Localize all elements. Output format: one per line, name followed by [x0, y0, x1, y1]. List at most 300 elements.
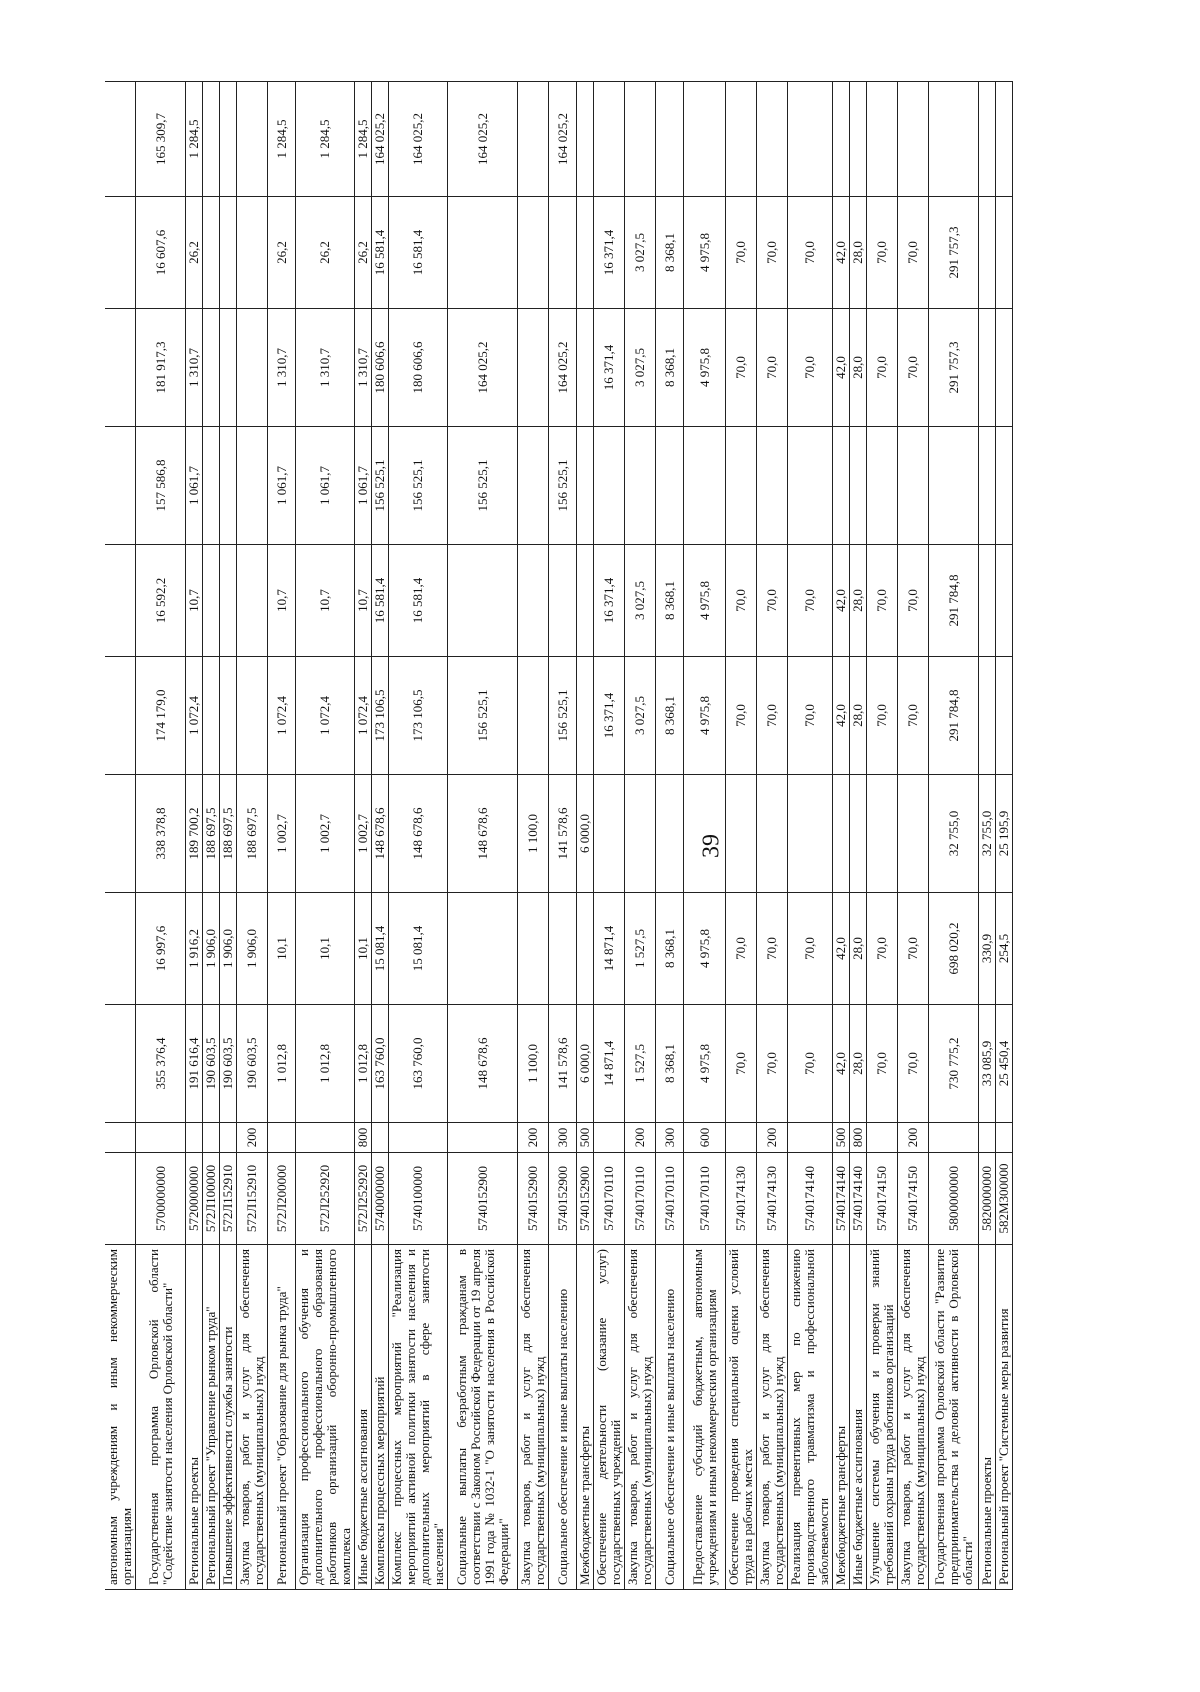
cell-code: 5700000000 — [136, 1153, 186, 1245]
cell-v1: 1 012,8 — [268, 1005, 296, 1123]
cell-v2: 8 368,1 — [656, 893, 684, 1005]
cell-v7: 1 310,7 — [355, 309, 372, 427]
cell-v6 — [979, 427, 996, 545]
cell-v5 — [220, 545, 237, 657]
cell-v9 — [788, 82, 833, 197]
cell-v9: 164 025,2 — [389, 82, 448, 197]
cell-v7: 70,0 — [867, 309, 898, 427]
cell-vr — [372, 1123, 389, 1153]
cell-v1: 6 000,0 — [577, 1005, 594, 1123]
cell-vr — [979, 1123, 996, 1153]
cell-v2: 1 906,0 — [220, 893, 237, 1005]
table-row — [389, 82, 448, 1590]
cell-v3: 32 755,0 — [979, 775, 996, 893]
cell-v4: 174 179,0 — [136, 657, 186, 775]
cell-v6: 1 061,7 — [296, 427, 355, 545]
table-row — [518, 82, 549, 1590]
cell-name: Повышение эффективности службы занятости — [220, 1245, 237, 1590]
cell-v7: 4 975,8 — [684, 309, 726, 427]
cell-v1: 1 527,5 — [625, 1005, 656, 1123]
cell-v3: 148 678,6 — [389, 775, 448, 893]
cell-v7: 181 917,3 — [136, 309, 186, 427]
cell-v3 — [833, 775, 850, 893]
cell-code: 5720000000 — [186, 1153, 203, 1245]
cell-v8: 16 581,4 — [372, 197, 389, 309]
cell-vr — [186, 1123, 203, 1153]
cell-v8 — [996, 197, 1013, 309]
cell-vr — [136, 1123, 186, 1153]
cell-v1: 70,0 — [726, 1005, 757, 1123]
cell-v5 — [996, 545, 1013, 657]
cell-vr — [929, 1123, 979, 1153]
cell-v8: 26,2 — [355, 197, 372, 309]
cell-v6 — [594, 427, 625, 545]
cell-v3 — [105, 775, 136, 893]
cell-v5 — [105, 545, 136, 657]
cell-v9 — [867, 82, 898, 197]
cell-code: 5820000000 — [979, 1153, 996, 1245]
table-row — [850, 82, 867, 1590]
cell-name: Улучшение системы обучения и проверки знаний требований охраны труда работников организаций — [867, 1245, 898, 1590]
cell-v6 — [898, 427, 929, 545]
cell-v7: 70,0 — [757, 309, 788, 427]
cell-v5: 10,7 — [268, 545, 296, 657]
cell-v9 — [577, 82, 594, 197]
cell-v8: 3 027,5 — [625, 197, 656, 309]
cell-v5: 3 027,5 — [625, 545, 656, 657]
table-row — [203, 82, 220, 1590]
cell-v3 — [594, 775, 625, 893]
cell-v7 — [979, 309, 996, 427]
cell-code: 5800000000 — [929, 1153, 979, 1245]
cell-v8: 28,0 — [850, 197, 867, 309]
cell-v9 — [594, 82, 625, 197]
table-row — [220, 82, 237, 1590]
cell-v4: 173 106,5 — [372, 657, 389, 775]
cell-v8: 291 757,3 — [929, 197, 979, 309]
cell-v7: 70,0 — [726, 309, 757, 427]
cell-v9 — [203, 82, 220, 197]
cell-code: 5740170110 — [684, 1153, 726, 1245]
cell-v4: 28,0 — [850, 657, 867, 775]
cell-v5: 28,0 — [850, 545, 867, 657]
cell-v7: 70,0 — [788, 309, 833, 427]
table-row — [929, 82, 979, 1590]
cell-v2: 698 020,2 — [929, 893, 979, 1005]
cell-v5 — [549, 545, 577, 657]
cell-name: Закупка товаров, работ и услуг для обеспечения государственных (муниципальных) нужд — [757, 1245, 788, 1590]
cell-v3: 188 697,5 — [237, 775, 268, 893]
cell-v3 — [867, 775, 898, 893]
cell-name: Социальное обеспечение и иные выплаты населению — [549, 1245, 577, 1590]
cell-v2: 4 975,8 — [684, 893, 726, 1005]
cell-v9: 164 025,2 — [448, 82, 518, 197]
cell-code: 5740152900 — [448, 1153, 518, 1245]
cell-v8: 16 581,4 — [389, 197, 448, 309]
cell-code: 5740174130 — [757, 1153, 788, 1245]
cell-v8: 70,0 — [726, 197, 757, 309]
cell-v3: 188 697,5 — [220, 775, 237, 893]
cell-v1: 1 012,8 — [296, 1005, 355, 1123]
cell-v6: 1 061,7 — [186, 427, 203, 545]
cell-v7: 28,0 — [850, 309, 867, 427]
cell-v7: 8 368,1 — [656, 309, 684, 427]
cell-code: 5740152900 — [577, 1153, 594, 1245]
cell-v4: 70,0 — [898, 657, 929, 775]
budget-table — [105, 81, 1013, 1590]
cell-v2: 42,0 — [833, 893, 850, 1005]
table-row — [867, 82, 898, 1590]
cell-code — [105, 1153, 136, 1245]
cell-vr — [203, 1123, 220, 1153]
cell-v8 — [518, 197, 549, 309]
cell-v4: 291 784,8 — [929, 657, 979, 775]
cell-v5: 16 371,4 — [594, 545, 625, 657]
cell-v8: 70,0 — [898, 197, 929, 309]
cell-v7: 164 025,2 — [549, 309, 577, 427]
cell-v8: 16 371,4 — [594, 197, 625, 309]
cell-code: 5740174150 — [867, 1153, 898, 1245]
cell-v7: 1 310,7 — [296, 309, 355, 427]
cell-vr: 800 — [355, 1123, 372, 1153]
cell-code: 5740174140 — [850, 1153, 867, 1245]
cell-v8: 26,2 — [186, 197, 203, 309]
cell-v4: 1 072,4 — [355, 657, 372, 775]
cell-v6: 157 586,8 — [136, 427, 186, 545]
cell-vr — [105, 1123, 136, 1153]
cell-v4 — [577, 657, 594, 775]
table-row — [656, 82, 684, 1590]
cell-v5: 16 592,2 — [136, 545, 186, 657]
cell-v4: 70,0 — [757, 657, 788, 775]
cell-vr — [220, 1123, 237, 1153]
cell-v1: 190 603,5 — [203, 1005, 220, 1123]
cell-vr: 200 — [898, 1123, 929, 1153]
cell-v7 — [996, 309, 1013, 427]
cell-v2 — [105, 893, 136, 1005]
cell-v9 — [850, 82, 867, 197]
cell-vr — [296, 1123, 355, 1153]
cell-vr: 500 — [577, 1123, 594, 1153]
cell-vr — [867, 1123, 898, 1153]
cell-v4 — [979, 657, 996, 775]
cell-v9: 164 025,2 — [549, 82, 577, 197]
cell-v7 — [577, 309, 594, 427]
cell-v7: 291 757,3 — [929, 309, 979, 427]
cell-name: Иные бюджетные ассигнования — [355, 1245, 372, 1590]
cell-v7 — [220, 309, 237, 427]
cell-v9 — [684, 82, 726, 197]
cell-v5: 42,0 — [833, 545, 850, 657]
cell-vr: 300 — [549, 1123, 577, 1153]
cell-vr: 500 — [833, 1123, 850, 1153]
cell-v6: 156 525,1 — [372, 427, 389, 545]
cell-v6 — [788, 427, 833, 545]
cell-v3 — [625, 775, 656, 893]
cell-v5: 70,0 — [788, 545, 833, 657]
table-row — [726, 82, 757, 1590]
cell-v9 — [726, 82, 757, 197]
table-row — [788, 82, 833, 1590]
cell-code: 5740170110 — [594, 1153, 625, 1245]
page-number: 39 — [698, 834, 725, 858]
cell-v6: 156 525,1 — [549, 427, 577, 545]
cell-v1: 33 085,9 — [979, 1005, 996, 1123]
cell-v6: 156 525,1 — [389, 427, 448, 545]
cell-v2 — [518, 893, 549, 1005]
cell-v3: 188 697,5 — [203, 775, 220, 893]
cell-v6 — [929, 427, 979, 545]
cell-v5: 10,7 — [186, 545, 203, 657]
cell-v1: 190 603,5 — [237, 1005, 268, 1123]
cell-name: Обеспечение деятельности (оказание услуг) государственных учреждений — [594, 1245, 625, 1590]
cell-v2 — [577, 893, 594, 1005]
cell-v1 — [105, 1005, 136, 1123]
cell-v1: 1 100,0 — [518, 1005, 549, 1123]
cell-v4: 156 525,1 — [549, 657, 577, 775]
cell-v4: 173 106,5 — [389, 657, 448, 775]
table-row — [268, 82, 296, 1590]
cell-v7 — [105, 309, 136, 427]
cell-v3 — [684, 775, 726, 893]
table-row — [355, 82, 372, 1590]
cell-v4: 4 975,8 — [684, 657, 726, 775]
cell-v2 — [448, 893, 518, 1005]
cell-v5 — [518, 545, 549, 657]
cell-name: Региональный проект "Образование для рынка труда" — [268, 1245, 296, 1590]
cell-v1: 4 975,8 — [684, 1005, 726, 1123]
table-row — [577, 82, 594, 1590]
cell-v4: 70,0 — [867, 657, 898, 775]
cell-v4: 8 368,1 — [656, 657, 684, 775]
cell-v4: 70,0 — [788, 657, 833, 775]
cell-v1: 163 760,0 — [372, 1005, 389, 1123]
cell-v5: 70,0 — [867, 545, 898, 657]
cell-v3 — [898, 775, 929, 893]
table-body — [105, 82, 1013, 1590]
cell-v4: 156 525,1 — [448, 657, 518, 775]
cell-v3 — [656, 775, 684, 893]
cell-vr — [389, 1123, 448, 1153]
cell-v1: 42,0 — [833, 1005, 850, 1123]
cell-v4: 1 072,4 — [296, 657, 355, 775]
cell-v5: 16 581,4 — [372, 545, 389, 657]
cell-v2: 70,0 — [867, 893, 898, 1005]
cell-name: Закупка товаров, работ и услуг для обеспечения государственных (муниципальных) нужд — [625, 1245, 656, 1590]
cell-v6 — [850, 427, 867, 545]
cell-v3: 148 678,6 — [448, 775, 518, 893]
cell-v6: 1 061,7 — [268, 427, 296, 545]
cell-v3 — [726, 775, 757, 893]
cell-v8: 70,0 — [788, 197, 833, 309]
cell-v1: 70,0 — [757, 1005, 788, 1123]
cell-name: Региональный проект "Управление рынком труда" — [203, 1245, 220, 1590]
cell-v5 — [577, 545, 594, 657]
cell-v4: 70,0 — [726, 657, 757, 775]
cell-v8 — [237, 197, 268, 309]
cell-code: 5740100000 — [389, 1153, 448, 1245]
table-row — [757, 82, 788, 1590]
cell-v2: 1 906,0 — [237, 893, 268, 1005]
cell-v2: 70,0 — [726, 893, 757, 1005]
cell-v1: 190 603,5 — [220, 1005, 237, 1123]
cell-v6 — [577, 427, 594, 545]
cell-v3 — [788, 775, 833, 893]
cell-v6: 1 061,7 — [355, 427, 372, 545]
cell-code: 572Л252920 — [355, 1153, 372, 1245]
cell-v9 — [625, 82, 656, 197]
cell-v3: 141 578,6 — [549, 775, 577, 893]
cell-v8 — [105, 197, 136, 309]
cell-v9 — [996, 82, 1013, 197]
cell-v2: 10,1 — [268, 893, 296, 1005]
cell-name: Государственная программа Орловской области "Развитие предпринимательства и деловой активности в Орловской области" — [929, 1245, 979, 1590]
cell-v9: 165 309,7 — [136, 82, 186, 197]
cell-vr — [996, 1123, 1013, 1153]
cell-v1: 355 376,4 — [136, 1005, 186, 1123]
cell-code: 5740174140 — [788, 1153, 833, 1245]
cell-vr: 200 — [625, 1123, 656, 1153]
cell-v7 — [203, 309, 220, 427]
cell-code: 582М300000 — [996, 1153, 1013, 1245]
cell-v9: 164 025,2 — [372, 82, 389, 197]
cell-name: Обеспечение проведения специальной оценки условий труда на рабочих местах — [726, 1245, 757, 1590]
cell-vr: 300 — [656, 1123, 684, 1153]
cell-v2: 28,0 — [850, 893, 867, 1005]
cell-v6 — [996, 427, 1013, 545]
table-row — [237, 82, 268, 1590]
cell-code: 572Л100000 — [203, 1153, 220, 1245]
cell-v2: 15 081,4 — [389, 893, 448, 1005]
cell-v3 — [757, 775, 788, 893]
cell-code: 5740174140 — [833, 1153, 850, 1245]
cell-v6 — [625, 427, 656, 545]
cell-v8: 16 607,6 — [136, 197, 186, 309]
cell-v2: 14 871,4 — [594, 893, 625, 1005]
cell-v1: 28,0 — [850, 1005, 867, 1123]
cell-name: Межбюджетные трансферты — [833, 1245, 850, 1590]
table-row — [549, 82, 577, 1590]
cell-name: Закупка товаров, работ и услуг для обеспечения государственных (муниципальных) нужд — [518, 1245, 549, 1590]
cell-v8: 42,0 — [833, 197, 850, 309]
cell-v4 — [105, 657, 136, 775]
cell-v1: 141 578,6 — [549, 1005, 577, 1123]
cell-code: 5740000000 — [372, 1153, 389, 1245]
cell-name: Социальные выплаты безработным гражданам в соответствии с Законом Российской Федерации от 19 апреля 1991 года № 1032-1 "О занятости населения в Российской Федерации" — [448, 1245, 518, 1590]
cell-name: Предоставление субсидий бюджетным, автономным учреждениям и иным некоммерческим организациям — [684, 1245, 726, 1590]
cell-v5: 70,0 — [726, 545, 757, 657]
cell-code: 572Л252920 — [296, 1153, 355, 1245]
cell-v5: 70,0 — [757, 545, 788, 657]
cell-code: 5740174150 — [898, 1153, 929, 1245]
cell-v6: 156 525,1 — [448, 427, 518, 545]
cell-v9 — [518, 82, 549, 197]
cell-code: 5740174130 — [726, 1153, 757, 1245]
cell-v5 — [237, 545, 268, 657]
cell-name: Закупка товаров, работ и услуг для обеспечения государственных (муниципальных) нужд — [898, 1245, 929, 1590]
cell-name: Региональные проекты — [979, 1245, 996, 1590]
cell-v4 — [203, 657, 220, 775]
cell-v1: 8 368,1 — [656, 1005, 684, 1123]
cell-v5: 16 581,4 — [389, 545, 448, 657]
table-row — [186, 82, 203, 1590]
table-row — [448, 82, 518, 1590]
cell-v9 — [656, 82, 684, 197]
cell-v8 — [203, 197, 220, 309]
cell-vr — [594, 1123, 625, 1153]
cell-v9: 1 284,5 — [268, 82, 296, 197]
cell-name: Комплексы процессных мероприятий — [372, 1245, 389, 1590]
table-row — [136, 82, 186, 1590]
cell-vr — [268, 1123, 296, 1153]
cell-v9 — [220, 82, 237, 197]
cell-v3: 148 678,6 — [372, 775, 389, 893]
cell-v5: 4 975,8 — [684, 545, 726, 657]
table-row — [625, 82, 656, 1590]
cell-v1: 730 775,2 — [929, 1005, 979, 1123]
cell-v4: 1 072,4 — [186, 657, 203, 775]
cell-v2: 10,1 — [296, 893, 355, 1005]
cell-v3: 1 002,7 — [296, 775, 355, 893]
cell-v2: 1 906,0 — [203, 893, 220, 1005]
cell-v7: 16 371,4 — [594, 309, 625, 427]
cell-v6 — [656, 427, 684, 545]
cell-v6 — [237, 427, 268, 545]
cell-name: Государственная программа Орловской области "Содействие занятости населения Орловской области" — [136, 1245, 186, 1590]
cell-name: Реализация превентивных мер по снижению производственного травматизма и профессиональной заболеваемости — [788, 1245, 833, 1590]
cell-v5: 70,0 — [898, 545, 929, 657]
cell-v2: 15 081,4 — [372, 893, 389, 1005]
cell-v4: 3 027,5 — [625, 657, 656, 775]
cell-v2: 1 527,5 — [625, 893, 656, 1005]
cell-code: 5740170110 — [656, 1153, 684, 1245]
cell-v4: 42,0 — [833, 657, 850, 775]
cell-v1: 191 616,4 — [186, 1005, 203, 1123]
cell-v6 — [726, 427, 757, 545]
cell-name: автономным учреждениям и иным некоммерческим организациям — [105, 1245, 136, 1590]
cell-v6 — [684, 427, 726, 545]
cell-v8 — [577, 197, 594, 309]
cell-v1: 70,0 — [788, 1005, 833, 1123]
cell-name: Комплекс процессных мероприятий "Реализация мероприятий активной политики занятости населения и дополнительных мероприятий в сфере занятости населения" — [389, 1245, 448, 1590]
cell-v7: 1 310,7 — [186, 309, 203, 427]
cell-code: 5740152900 — [518, 1153, 549, 1245]
cell-v2: 70,0 — [757, 893, 788, 1005]
cell-v6 — [867, 427, 898, 545]
cell-v8: 26,2 — [268, 197, 296, 309]
cell-v5: 291 784,8 — [929, 545, 979, 657]
cell-v6 — [757, 427, 788, 545]
cell-code: 5740152900 — [549, 1153, 577, 1245]
cell-v7: 70,0 — [898, 309, 929, 427]
cell-name: Закупка товаров, работ и услуг для обеспечения государственных (муниципальных) нужд — [237, 1245, 268, 1590]
cell-v1: 70,0 — [867, 1005, 898, 1123]
cell-v3: 6 000,0 — [577, 775, 594, 893]
cell-v4 — [518, 657, 549, 775]
cell-v8: 8 368,1 — [656, 197, 684, 309]
cell-code: 572Л152910 — [237, 1153, 268, 1245]
cell-code: 572Л200000 — [268, 1153, 296, 1245]
cell-v2: 330,9 — [979, 893, 996, 1005]
cell-v9: 1 284,5 — [186, 82, 203, 197]
table-row — [898, 82, 929, 1590]
cell-v4: 1 072,4 — [268, 657, 296, 775]
cell-v9 — [237, 82, 268, 197]
cell-name: Иные бюджетные ассигнования — [850, 1245, 867, 1590]
cell-v9 — [757, 82, 788, 197]
cell-v5: 10,7 — [296, 545, 355, 657]
cell-v9: 1 284,5 — [355, 82, 372, 197]
